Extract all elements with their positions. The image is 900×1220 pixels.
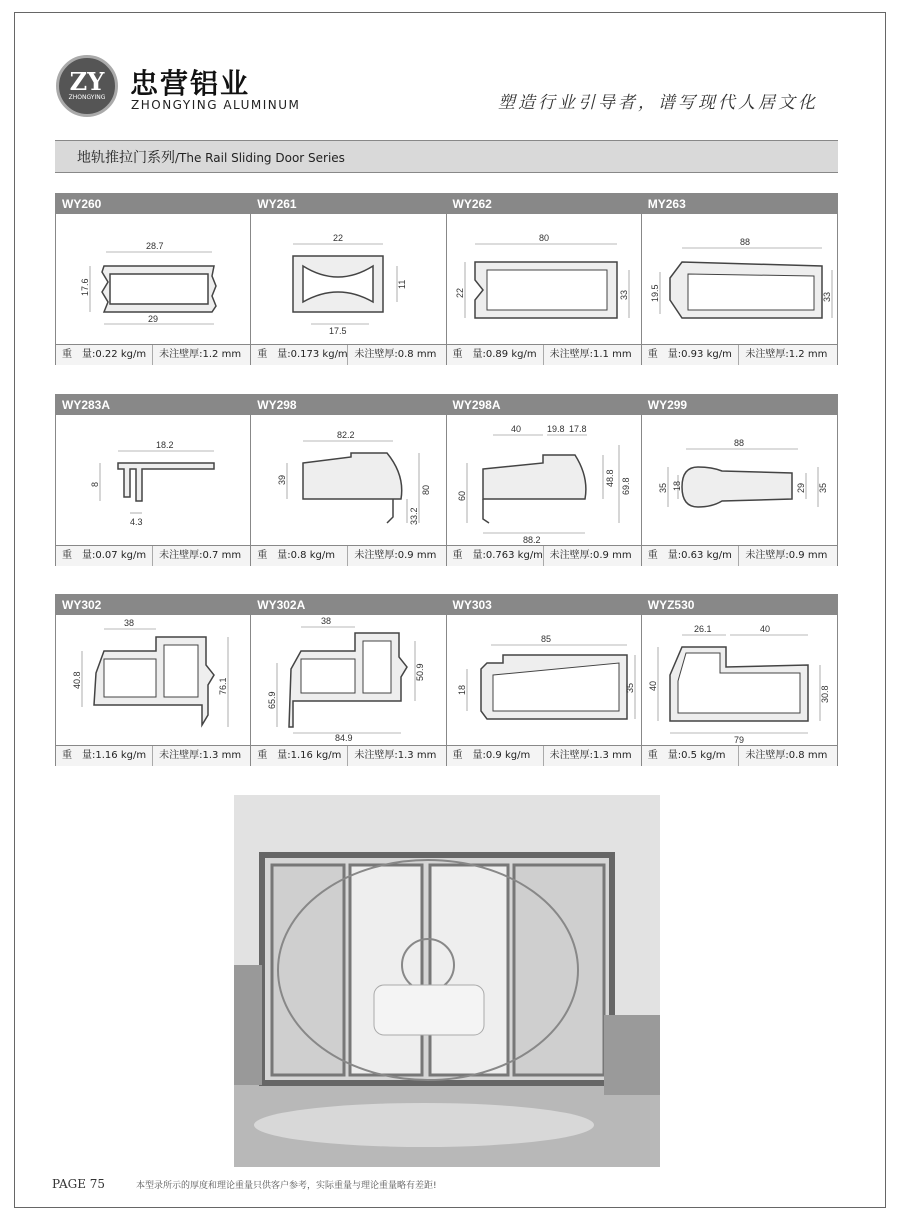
dim-label: 38: [321, 616, 332, 626]
dim-label: 17.8: [568, 424, 587, 434]
profile-code: WY302A: [251, 595, 445, 615]
profile-card: [251, 595, 446, 765]
profile-specs: [251, 546, 445, 566]
profile-weight: 重 量:0.8 kg/m: [251, 546, 348, 566]
profile-card: [251, 395, 446, 565]
dim-label: 8: [90, 481, 100, 487]
dim-label: 40: [759, 624, 770, 634]
logo-small-text: ZHONGYING: [68, 94, 106, 101]
profile-card: [251, 194, 446, 364]
dim-label: 18: [456, 684, 467, 695]
dim-label: 80: [421, 484, 432, 495]
dim-label: 85: [540, 634, 551, 644]
profile-weight: 重 量:0.173 kg/m: [251, 345, 348, 365]
profile-weight: 重 量:0.5 kg/m: [642, 746, 740, 766]
profile-drawing: [56, 214, 250, 345]
slogan: 塑造行业引导者，谱写现代人居文化: [498, 93, 818, 113]
profile-thickness: 未注壁厚:0.9 mm: [354, 550, 437, 561]
dim-label: 80: [538, 233, 549, 243]
profile-card: [56, 194, 251, 364]
profile-weight: 重 量:0.9 kg/m: [447, 746, 544, 766]
profile-drawing: [447, 214, 641, 345]
profile-code: WY298: [251, 395, 445, 415]
dim-label: 35: [657, 482, 668, 493]
dim-label: 88: [739, 237, 750, 247]
profile-code: WY262: [447, 194, 641, 214]
profile-specs: [642, 345, 837, 365]
profile-specs: [447, 345, 641, 365]
dim-label: 18: [671, 480, 682, 491]
sliding-door-photo: [234, 795, 660, 1167]
profile-card: [642, 194, 837, 364]
profile-weight: 重 量:0.07 kg/m: [56, 546, 153, 566]
dim-label: 18.2: [156, 440, 174, 450]
profile-code: MY263: [642, 194, 837, 214]
profile-thickness: 未注壁厚:1.3 mm: [549, 750, 632, 761]
dim-label: 19.5: [649, 284, 660, 302]
dim-label: 22: [454, 287, 465, 298]
profile-row-2: [55, 394, 838, 566]
profile-thickness: 未注壁厚:0.8 mm: [354, 349, 437, 360]
profile-specs: [56, 746, 250, 766]
profile-thickness: 未注壁厚:1.3 mm: [354, 750, 437, 761]
profile-specs: [251, 746, 445, 766]
profile-row-1: [55, 193, 838, 365]
dim-label: 11: [397, 279, 408, 289]
profile-drawing: [642, 615, 837, 746]
series-title-cn: 地轨推拉门系列: [77, 150, 175, 166]
dim-label: 33: [821, 291, 832, 302]
profile-card: [447, 395, 642, 565]
series-title-en: /The Rail Sliding Door Series: [175, 151, 345, 165]
profile-weight: 重 量:1.16 kg/m: [251, 746, 348, 766]
dim-label: 26.1: [693, 624, 712, 634]
series-title: [77, 147, 345, 167]
profile-drawing: [642, 214, 837, 345]
dim-label: 79: [733, 735, 744, 745]
profile-drawing: [251, 214, 445, 345]
profile-code: WY302: [56, 595, 250, 615]
dim-label: 33.2: [409, 507, 420, 525]
dim-label: 50.9: [415, 663, 426, 681]
profile-specs: [642, 546, 837, 566]
profile-weight: 重 量:0.22 kg/m: [56, 345, 153, 365]
dim-label: 84.9: [335, 733, 353, 743]
dim-label: 88.2: [522, 535, 541, 545]
profile-weight: 重 量:0.63 kg/m: [642, 546, 740, 566]
profile-specs: [642, 746, 837, 766]
profile-specs: [56, 345, 250, 365]
profile-card: [56, 395, 251, 565]
profile-drawing: [56, 615, 250, 746]
profile-weight: 重 量:0.763 kg/m: [447, 546, 544, 566]
profile-card: [447, 194, 642, 364]
profile-specs: [251, 345, 445, 365]
dim-label: 33: [618, 289, 629, 300]
brand-logo: [56, 55, 118, 117]
dim-label: 40.8: [72, 671, 82, 689]
dim-label: 60: [456, 490, 467, 501]
dim-label: 35: [817, 482, 828, 493]
profile-drawing: [56, 415, 250, 546]
footer-note: 本型录所示的厚度和理论重量只供客户参考，实际重量与理论重量略有差距!: [136, 1181, 437, 1191]
dim-label: 39: [277, 474, 288, 485]
profile-thickness: 未注壁厚:0.7 mm: [159, 550, 242, 561]
profile-card: [447, 595, 642, 765]
page-number: PAGE 75: [52, 1177, 106, 1191]
profile-code: WY303: [447, 595, 641, 615]
profile-code: WY298A: [447, 395, 641, 415]
profile-drawing: [642, 415, 837, 546]
profile-row-3: [55, 594, 838, 766]
dim-label: 38: [124, 618, 135, 628]
profile-card: [642, 395, 837, 565]
profile-card: [642, 595, 837, 765]
profile-drawing: [447, 415, 641, 546]
profile-code: WY283A: [56, 395, 250, 415]
profile-drawing: [251, 415, 445, 546]
profile-code: WYZ530: [642, 595, 837, 615]
profile-code: WY261: [251, 194, 445, 214]
dim-label: 69.8: [620, 477, 631, 495]
profile-weight: 重 量:1.16 kg/m: [56, 746, 153, 766]
dim-label: 40: [510, 424, 521, 434]
profile-thickness: 未注壁厚:1.1 mm: [549, 349, 632, 360]
profile-thickness: 未注壁厚:0.9 mm: [745, 550, 828, 561]
dim-label: 82.2: [337, 430, 355, 440]
dim-label: 29: [795, 482, 806, 493]
profile-specs: [56, 546, 250, 566]
dim-label: 40: [647, 680, 658, 691]
profile-thickness: 未注壁厚:1.2 mm: [159, 349, 242, 360]
dim-label: 48.8: [604, 469, 615, 487]
profile-drawing: [251, 615, 445, 746]
dim-label: 4.3: [130, 517, 143, 527]
profile-specs: [447, 546, 641, 566]
dim-label: 22: [333, 233, 344, 243]
series-header: [55, 140, 838, 173]
profile-weight: 重 量:0.93 kg/m: [642, 345, 740, 365]
dim-label: 65.9: [267, 691, 278, 709]
dim-label: 19.8: [546, 424, 565, 434]
logo-letters: ZY: [69, 67, 105, 96]
dim-label: 76.1: [218, 677, 228, 695]
profile-drawing: [447, 615, 641, 746]
dim-label: 17.5: [329, 326, 347, 336]
dim-label: 35: [624, 682, 635, 693]
profile-thickness: 未注壁厚:0.9 mm: [549, 550, 632, 561]
dim-label: 30.8: [819, 685, 830, 703]
profile-card: [56, 595, 251, 765]
profile-code: WY260: [56, 194, 250, 214]
profile-weight: 重 量:0.89 kg/m: [447, 345, 544, 365]
brand-name-cn: 忠营铝业: [130, 67, 251, 100]
dim-label: 28.7: [146, 241, 164, 251]
profile-specs: [447, 746, 641, 766]
dim-label: 29: [148, 314, 159, 324]
profile-thickness: 未注壁厚:0.8 mm: [745, 750, 828, 761]
dim-label: 88: [733, 438, 744, 448]
profile-thickness: 未注壁厚:1.2 mm: [745, 349, 828, 360]
dim-label: 17.6: [80, 278, 90, 296]
profile-thickness: 未注壁厚:1.3 mm: [159, 750, 242, 761]
brand-name-en: ZHONGYING ALUMINUM: [131, 98, 301, 112]
profile-code: WY299: [642, 395, 837, 415]
